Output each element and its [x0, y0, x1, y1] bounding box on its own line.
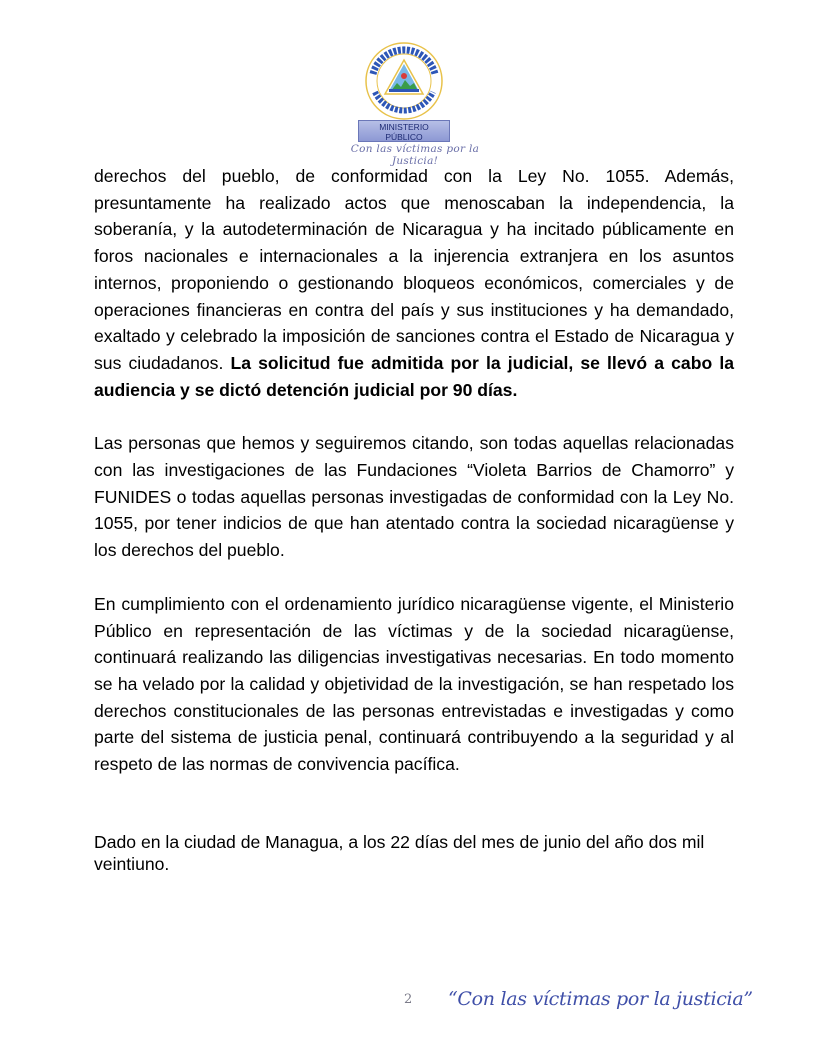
- header-slogan: Con las víctimas por la Justicia!: [350, 143, 480, 167]
- page-header: [0, 40, 818, 167]
- paragraph-1-bold-text: La solicitud fue admitida por la judicial, se llevó a cabo la audiencia y se dictó detención judicial por 90 días.: [94, 352, 734, 400]
- page-number: 2: [404, 992, 413, 1007]
- paragraph-1-text: derechos del pueblo, de conformidad con la Ley No. 1055. Además, presuntamente ha realizado actos que menoscaban la independencia, la soberanía, y la autodeterminación de Nicaragua y ha incitado públicamente en foros nacionales e internacionales a la injerencia extranjera en los asuntos internos, proponiendo o gestionando bloqueos económicos, comerciales y de operaciones financieras en contra del país y sus instituciones y ha demandado, exaltado y celebrado la imposición de sanciones contra el Estado de Nicaragua y sus ciudadanos.: [94, 166, 734, 373]
- document-body: [94, 163, 734, 875]
- paragraph-1: [94, 163, 734, 403]
- ministerio-line-1: MINISTERIO: [379, 122, 429, 132]
- ministerio-publico-label: [358, 120, 450, 142]
- nicaragua-seal-icon: [359, 40, 449, 122]
- ministerio-publico-logo: [340, 40, 490, 167]
- footer-slogan: “Con las víctimas por la justicia”: [448, 988, 753, 1010]
- paragraph-2: Las personas que hemos y seguiremos citando, son todas aquellas relacionadas con las investigaciones de las Fundaciones “Violeta Barrios de Chamorro” y FUNIDES o todas aquellas personas investigadas de conformidad con la Ley No. 1055, por tener indicios de que han atentado contra la sociedad nicaragüense y los derechos del pueblo.: [94, 433, 734, 561]
- ministerio-line-2: PÚBLICO: [385, 132, 423, 142]
- page-footer: [0, 988, 818, 1018]
- paragraph-3: En cumplimiento con el ordenamiento jurídico nicaragüense vigente, el Ministerio Público en representación de las víctimas y de la sociedad nicaragüense, continuará realizando las diligencias investigativas necesarias. En todo momento se ha velado por la calidad y objetividad de la investigación, se han respetado los derechos constitucionales de las personas entrevistadas e investigadas y como parte del sistema de justicia penal, continuará contribuyendo a la seguridad y al respeto de las normas de convivencia pacífica.: [94, 593, 734, 775]
- closing-paragraph: Dado en la ciudad de Managua, a los 22 días del mes de junio del año dos mil veintiuno.: [94, 831, 705, 874]
